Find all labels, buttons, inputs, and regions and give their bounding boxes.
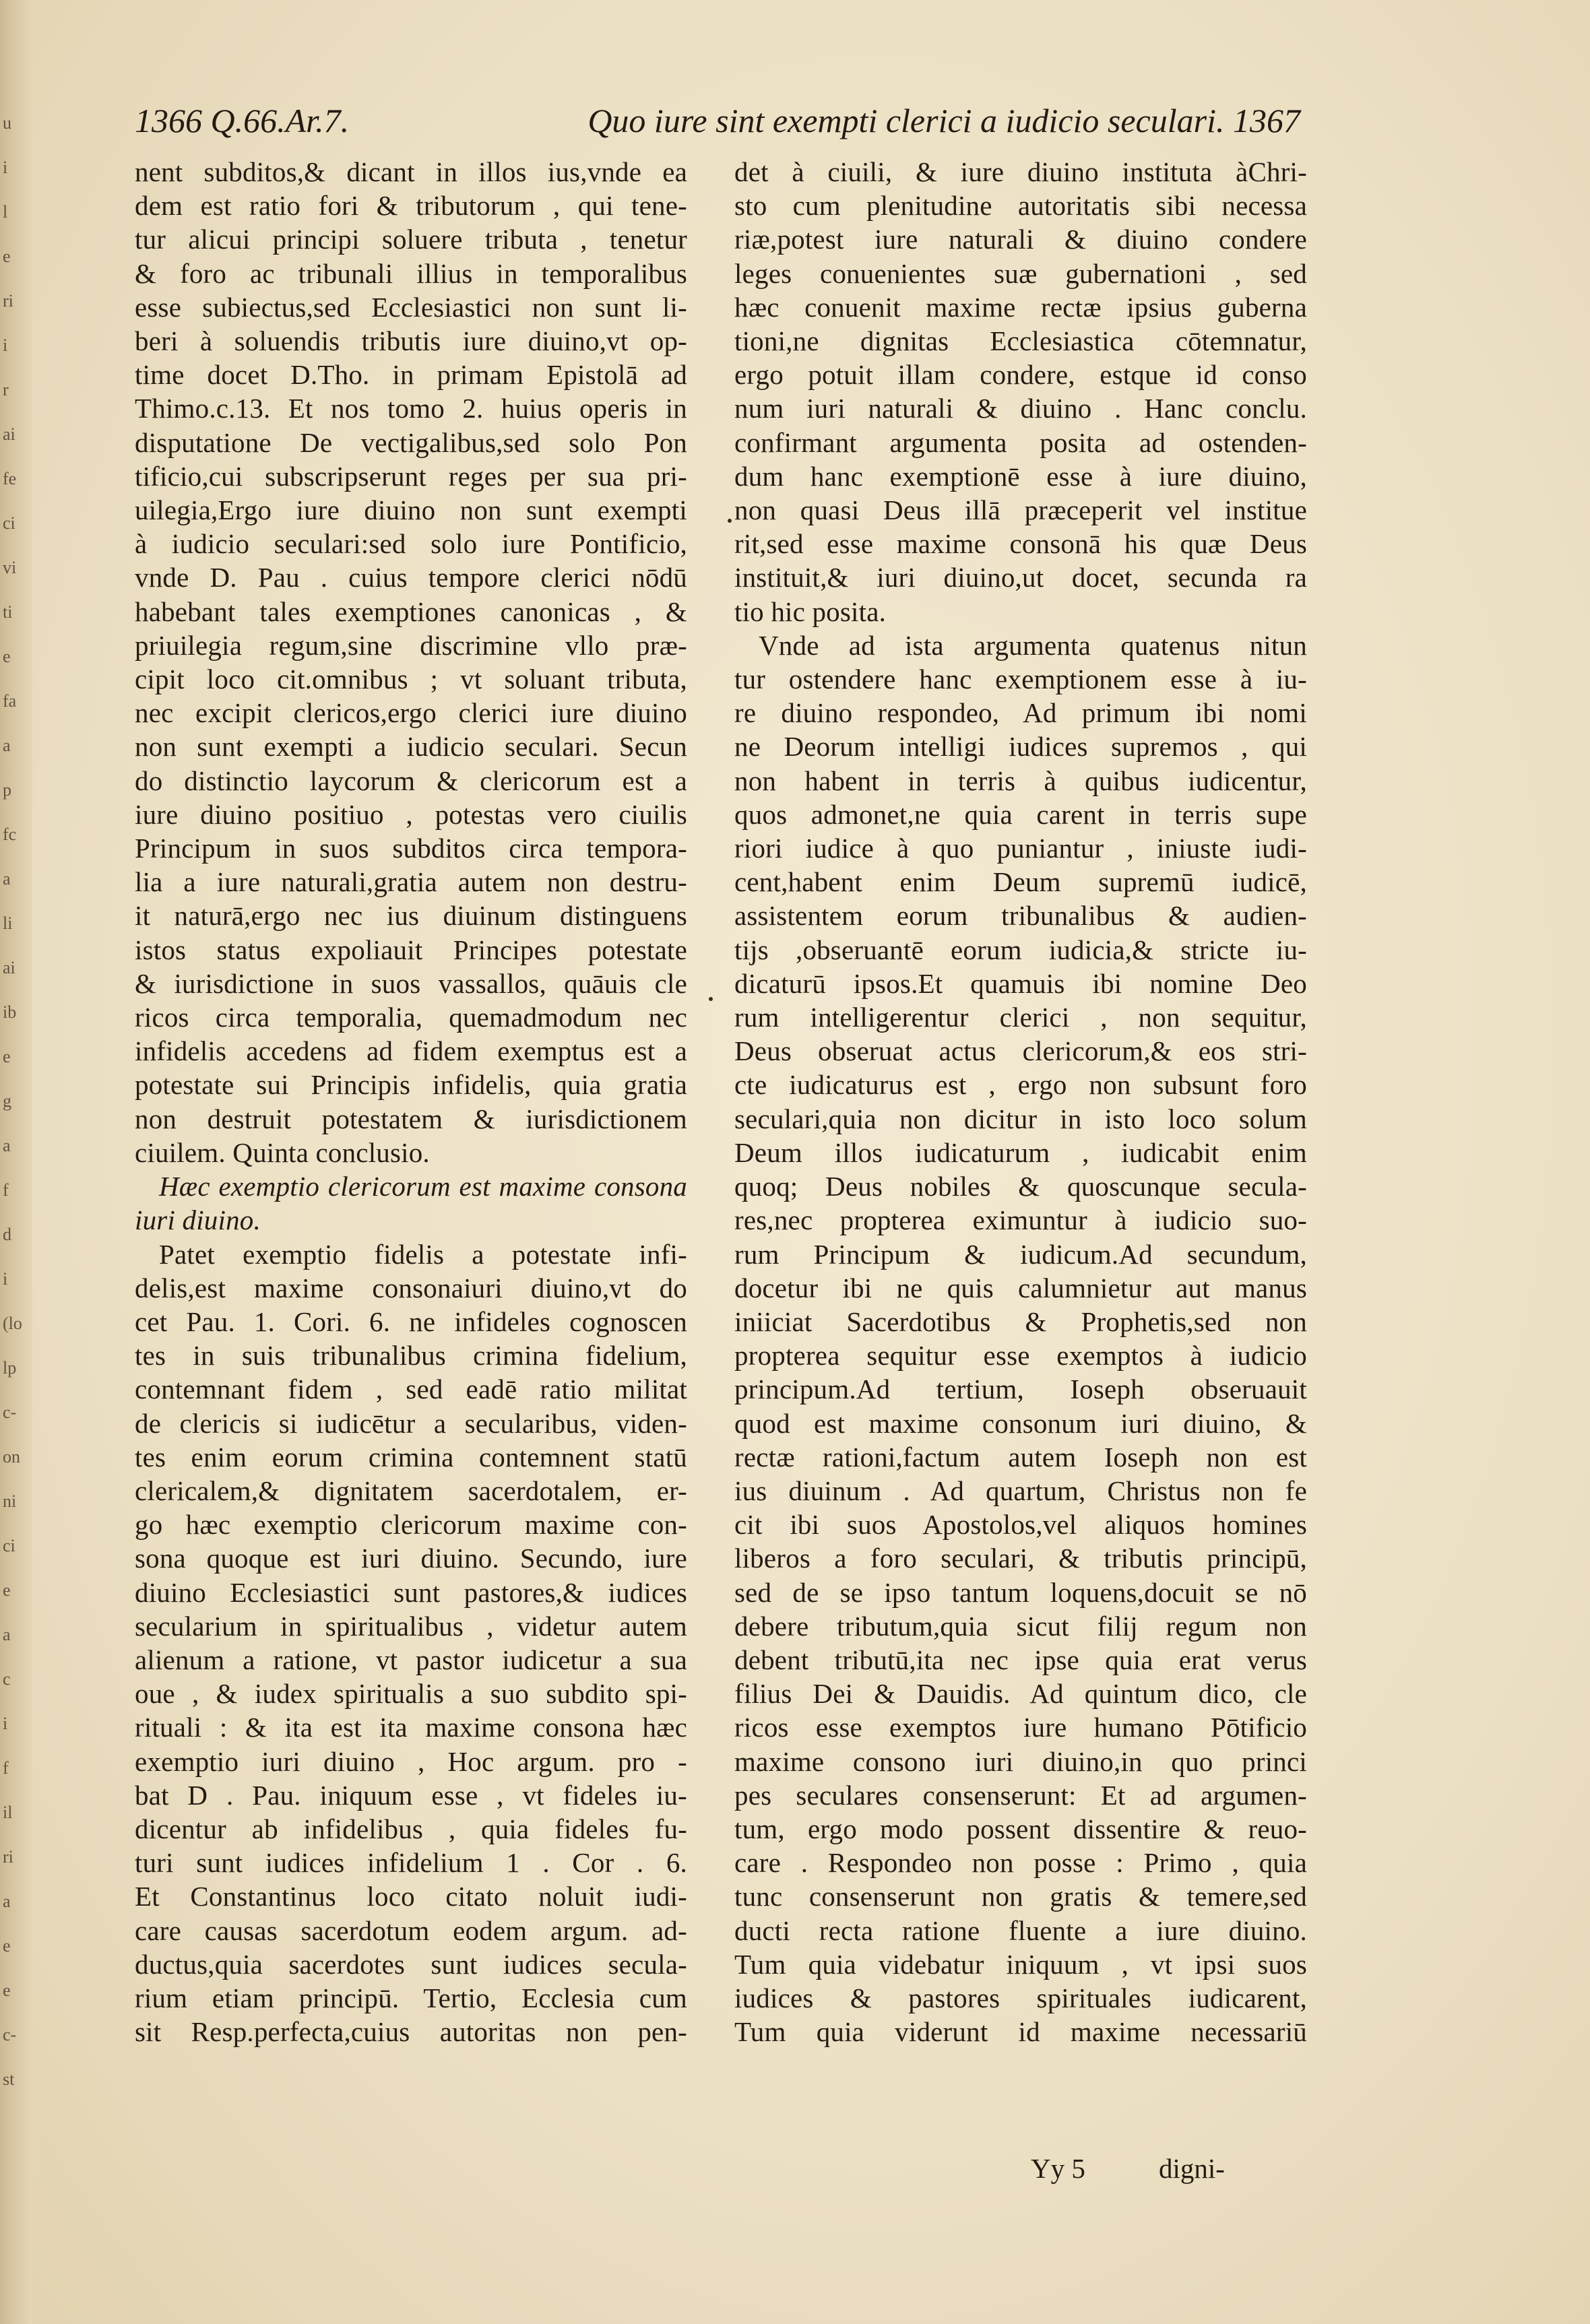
text-line: principum.Ad tertium, Ioseph obseruauit (734, 1374, 1307, 1405)
text-line: sit Resp.perfecta,cuius autoritas non pen- (135, 2016, 687, 2048)
text-line: sto cum plenitudine autoritatis sibi necessa (734, 190, 1307, 222)
margin-fragment: a (3, 736, 11, 755)
margin-fragment: i (3, 1714, 8, 1733)
running-header (135, 101, 1300, 148)
text-line: Vnde ad ista argumenta quatenus nitun (759, 629, 1307, 661)
text-line: tio hic posita. (734, 595, 887, 627)
text-line: habebant tales exemptiones canonicas , & (135, 595, 687, 627)
text-line: uilegia,Ergo iure diuino non sunt exempti (135, 494, 687, 526)
text-line: re diuino respondeo, Ad primum ibi nomi (734, 697, 1307, 729)
text-line: tes enim eorum crimina contemnent statū (135, 1441, 687, 1473)
text-line: ergo potuit illam condere, estque id conso (734, 359, 1307, 391)
text-line: iuri diuino. (135, 1204, 261, 1236)
text-line: oue , & iudex spiritualis a suo subdito spi- (135, 1678, 687, 1710)
text-line: rectæ rationi,factum autem Ioseph non est (734, 1441, 1307, 1473)
margin-fragment: a (3, 869, 11, 889)
text-line: Hæc exemptio clericorum est maxime consona (159, 1171, 687, 1202)
text-line: hæc conuenit maxime rectæ ipsius guberna (734, 291, 1307, 323)
header-right-title: Quo iure sint exempti clerici a iudicio seculari. 1367 (587, 102, 1300, 139)
text-line: assistentem eorum tribunalibus & audien- (734, 900, 1307, 932)
text-line: docetur ibi ne quis calumnietur aut manus (734, 1272, 1307, 1303)
text-line: care . Respondeo non posse : Primo , quia (734, 1847, 1307, 1879)
text-line: dum hanc exemptionē esse à iure diuino, (734, 460, 1307, 492)
text-line: tur ostendere hanc exemptionem esse à iu- (734, 664, 1307, 695)
text-line: potestate sui Principis infidelis, quia gratia (135, 1069, 687, 1101)
text-line: tificio,cui subscripserunt reges per sua pri- (135, 460, 687, 492)
text-line: delis,est maxime consonaiuri diuino,vt do (135, 1272, 687, 1303)
text-line: tioni,ne dignitas Ecclesiastica cōtemnatur, (734, 325, 1307, 357)
text-line: debent tributū,ita nec ipse quia erat verus (734, 1644, 1307, 1675)
margin-fragment: f (3, 1758, 9, 1778)
text-line: sona quoque est iuri diuino. Secundo, iure (135, 1543, 687, 1574)
text-line: iure diuino positiuo , potestas vero ciuilis (135, 798, 687, 830)
margin-fragment: ni (3, 1491, 17, 1511)
text-line: dicaturū ipsos.Et quamuis ibi nomine Deo (734, 967, 1307, 999)
margin-fragment: ai (3, 424, 15, 444)
margin-fragment: e (3, 1047, 11, 1066)
margin-fragment: c- (3, 1402, 17, 1422)
text-line: debere tributum,quia sicut filij regum non (734, 1610, 1307, 1642)
margin-fragment: li (3, 913, 13, 933)
signature-mark: Yy 5 (1031, 2153, 1085, 2184)
text-line: ciuilem. Quinta conclusio. (135, 1136, 430, 1168)
text-line: alienum a ratione, vt pastor iudicetur a sua (135, 1644, 687, 1675)
text-line: de clericis si iudicētur a secularibus, viden- (135, 1407, 687, 1439)
text-line: iudices & pastores spirituales iudicarent, (734, 1982, 1307, 2013)
text-line: rum Principum & iudicum.Ad secundum, (734, 1238, 1307, 1270)
text-line: seculari,quia non dicitur in isto loco solum (734, 1103, 1307, 1134)
ink-speck (709, 997, 713, 1001)
text-line: cet Pau. 1. Cori. 6. ne infideles cognoscen (135, 1305, 687, 1337)
text-line: tum, ergo modo possent dissentire & reuo- (734, 1813, 1307, 1844)
text-line: Et Constantinus loco citato noluit iudi- (135, 1881, 687, 1912)
text-line: infidelis accedens ad fidem exemptus est a (135, 1035, 687, 1067)
margin-fragment: ci (3, 513, 15, 533)
text-line: ne Deorum intelligi iudices supremos , qui (734, 731, 1307, 763)
text-line: diuino Ecclesiastici sunt pastores,& iudices (135, 1576, 687, 1608)
text-line: lia a iure naturali,gratia autem non destru- (135, 866, 687, 898)
text-line: rituali : & ita est ita maxime consona hæc (135, 1712, 687, 1743)
ink-speck (728, 519, 732, 523)
margin-fragment: lp (3, 1358, 17, 1378)
text-line: Thimo.c.13. Et nos tomo 2. huius operis in (135, 393, 687, 424)
margin-fragment: e (3, 1980, 11, 2000)
text-line: esse subiectus,sed Ecclesiastici non sunt li- (135, 291, 687, 323)
margin-fragment: ci (3, 1536, 15, 1555)
margin-fragment: i (3, 335, 8, 355)
text-line: Deum illos iudicaturum , iudicabit enim (734, 1136, 1307, 1168)
margin-fragment: l (3, 202, 8, 222)
left-text-column (135, 155, 687, 2048)
text-line: bat D . Pau. iniquum esse , vt fideles iu- (135, 1779, 687, 1811)
margin-fragment: on (3, 1447, 20, 1466)
text-line: res,nec propterea eximuntur à iudicio suo- (734, 1204, 1307, 1236)
margin-fragment: fa (3, 691, 17, 711)
facing-page-margin (0, 0, 32, 2324)
margin-fragment: g (3, 1091, 11, 1111)
text-line: rium etiam principū. Tertio, Ecclesia cum (135, 1982, 687, 2013)
text-line: exemptio iuri diuino , Hoc argum. pro - (135, 1745, 687, 1777)
margin-fragment: e (3, 1580, 11, 1600)
text-line: beri à soluendis tributis iure diuino,vt op- (135, 325, 687, 357)
right-text-column (734, 155, 1307, 2048)
margin-fragment: ti (3, 602, 13, 622)
margin-fragment: st (3, 2069, 15, 2089)
text-line: vnde D. Pau . cuius tempore clerici nōdū (135, 562, 687, 593)
text-line: propterea sequitur esse exemptos à iudicio (734, 1340, 1307, 1371)
text-line: contemnant fidem , sed eadē ratio militat (135, 1374, 687, 1405)
margin-fragment: a (3, 1625, 11, 1644)
text-line: nec excipit clericos,ergo clerici iure diuino (135, 697, 687, 729)
margin-fragment: e (3, 247, 11, 266)
text-line: rum intelligerentur clerici , non sequitur, (734, 1002, 1307, 1033)
margin-fragment: i (3, 158, 8, 177)
margin-fragment: u (3, 113, 11, 133)
text-line: time docet D.Tho. in primam Epistolā ad (135, 359, 687, 391)
text-line: nent subditos,& dicant in illos ius,vnde ea (135, 156, 687, 187)
text-line: quod est maxime consonum iuri diuino, & (734, 1407, 1307, 1439)
margin-fragment: il (3, 1803, 13, 1822)
text-line: Tum quia videbatur iniquum , vt ipsi suos (734, 1948, 1307, 1980)
text-line: tes in suis tribunalibus crimina fidelium, (135, 1340, 687, 1371)
text-line: liberos a foro seculari, & tributis principū, (734, 1543, 1307, 1574)
text-line: secularium in spiritualibus , videtur autem (135, 1610, 687, 1642)
catchword: digni- (1159, 2153, 1225, 2184)
margin-fragment: p (3, 780, 11, 800)
text-line: Principum in suos subditos circa tempora- (135, 833, 687, 864)
text-line: confirmant argumenta posita ad ostenden- (734, 426, 1307, 458)
text-line: & foro ac tribunali illius in temporalibus (135, 257, 687, 289)
text-line: tunc consenserunt non gratis & temere,sed (734, 1881, 1307, 1912)
text-line: rit,sed esse maxime consonā his quæ Deus (734, 528, 1307, 560)
text-line: instituit,& iuri diuino,ut docet, secunda ra (734, 562, 1307, 593)
margin-fragment: (lo (3, 1314, 22, 1333)
text-line: non destruit potestatem & iurisdictionem (135, 1103, 687, 1134)
text-line: non quasi Deus illā præceperit vel instituе (734, 494, 1307, 526)
text-line: & iurisdictione in suos vassallos, quāuis cle (135, 967, 687, 999)
text-line: priuilegia regum,sine discrimine vllo præ- (135, 629, 687, 661)
text-line: Deus obseruat actus clericorum,& eos stri- (734, 1035, 1307, 1067)
text-line: quoq; Deus nobiles & quoscunque secula- (734, 1171, 1307, 1202)
margin-fragment: fc (3, 825, 17, 844)
text-line: dem est ratio fori & tributorum , qui tene- (135, 190, 687, 222)
text-line: non habent in terris à quibus iudicentur, (734, 765, 1307, 796)
text-line: turi sunt iudices infidelium 1 . Cor . 6. (135, 1847, 687, 1879)
text-line: iniiciat Sacerdotibus & Prophetis,sed non (734, 1305, 1307, 1337)
text-line: ius diuinum . Ad quartum, Christus non fe (734, 1475, 1307, 1506)
text-line: cit ibi suos Apostolos,vel aliquos homines (734, 1509, 1307, 1541)
text-line: riæ,potest iure naturali & diuino condere (734, 224, 1307, 255)
text-line: tijs ,obseruantē eorum iudicia,& stricte iu- (734, 934, 1307, 965)
text-line: dicentur ab infidelibus , quia fideles fu- (135, 1813, 687, 1844)
text-line: filius Dei & Dauidis. Ad quintum dico, cle (734, 1678, 1307, 1710)
margin-fragments (3, 101, 28, 2189)
margin-fragment: d (3, 1225, 11, 1244)
text-line: à iudicio seculari:sed solo iure Pontificio, (135, 528, 687, 560)
margin-fragment: fe (3, 469, 17, 488)
text-line: sed de se ipso tantum loquens,docuit se nō (734, 1576, 1307, 1608)
text-line: non sunt exempti a iudicio seculari. Secun (135, 731, 687, 763)
header-left-page-number: 1366 Q.66.Ar.7. (135, 102, 350, 139)
text-line: clericalem,& dignitatem sacerdotalem, er- (135, 1475, 687, 1506)
margin-fragment: ri (3, 291, 13, 311)
margin-fragment: vi (3, 558, 17, 577)
text-line: det à ciuili, & iure diuino instituta àChri- (734, 156, 1307, 187)
text-line: care causas sacerdotum eodem argum. ad- (135, 1914, 687, 1946)
margin-fragment: e (3, 1936, 11, 1956)
text-line: do distinctio laycorum & clericorum est a (135, 765, 687, 796)
margin-fragment: f (3, 1180, 9, 1200)
text-line: Patet exemptio fidelis a potestate infi- (159, 1238, 687, 1270)
text-line: quos admonet,ne quia carent in terris supe (734, 798, 1307, 830)
margin-fragment: c- (3, 2025, 17, 2044)
margin-fragment: e (3, 647, 11, 666)
text-line: Tum quia viderunt id maxime necessariū (734, 2016, 1307, 2048)
text-line: ricos circa temporalia, quemadmodum nec (135, 1002, 687, 1033)
text-line: cent,habent enim Deum supremū iudicē, (734, 866, 1307, 898)
text-line: ricos esse exemptos iure humano Pōtificio (734, 1712, 1307, 1743)
margin-fragment: a (3, 1892, 11, 1911)
text-line: cte iudicaturus est , ergo non subsunt foro (734, 1069, 1307, 1101)
margin-fragment: ai (3, 958, 15, 977)
margin-fragment: c (3, 1669, 11, 1689)
margin-fragment: ib (3, 1002, 17, 1022)
margin-fragment: ri (3, 1847, 13, 1867)
text-line: riori iudice à quo puniantur , iniuste iudi- (734, 833, 1307, 864)
text-line: ductus,quia sacerdotes sunt iudices secula- (135, 1948, 687, 1980)
margin-fragment: i (3, 1269, 8, 1289)
text-line: cipit loco cit.omnibus ; vt soluant tributa, (135, 664, 687, 695)
text-line: tur alicui principi soluere tributa , tenetur (135, 224, 687, 255)
text-line: disputatione De vectigalibus,sed solo Pon (135, 426, 687, 458)
text-line: num iuri naturali & diuino . Hanc conclu. (734, 393, 1307, 424)
text-line: it naturā,ergo nec ius diuinum distinguens (135, 900, 687, 932)
margin-fragment: r (3, 380, 9, 399)
text-line: leges conuenientes suæ gubernationi , sed (734, 257, 1307, 289)
margin-fragment: a (3, 1136, 11, 1155)
text-line: go hæc exemptio clericorum maxime con- (135, 1509, 687, 1541)
text-line: maxime consono iuri diuino,in quo princi (734, 1745, 1307, 1777)
text-line: ducti recta ratione fluente a iure diuino. (734, 1914, 1307, 1946)
text-line: pes seculares consenserunt: Et ad argumen- (734, 1779, 1307, 1811)
text-line: istos status expoliauit Principes potestate (135, 934, 687, 965)
